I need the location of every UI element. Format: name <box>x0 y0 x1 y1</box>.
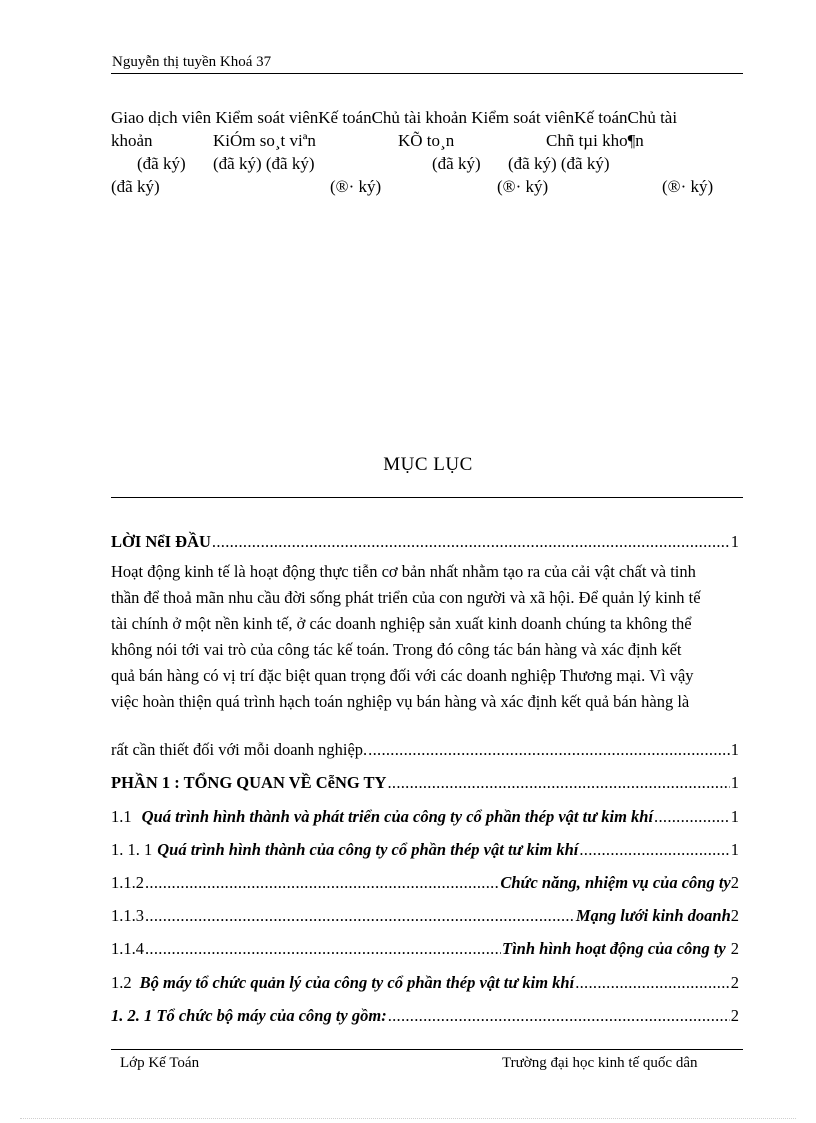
toc-page-number: 2 <box>730 939 739 958</box>
signature-row-2a: khoản <box>111 131 153 150</box>
toc-entry-1-1[interactable] <box>111 807 739 827</box>
signature-row-4a: (đã ký) <box>111 177 160 196</box>
toc-entry-number: 1.1.4 <box>111 939 144 958</box>
toc-leader-dots <box>145 906 575 926</box>
toc-page-number: 1 <box>730 740 739 759</box>
signature-row-4d: (®· ký) <box>662 177 714 196</box>
signature-row-3b: (đã ký) (đã ký) <box>213 154 315 173</box>
toc-page-number: 1 <box>730 532 739 551</box>
toc-entry-label: LỜI NểI ĐẦU <box>111 532 211 551</box>
toc-page-number: 1 <box>730 773 739 792</box>
toc-entry-number: 1.2 <box>111 973 132 992</box>
toc-entry-paragraph-end[interactable] <box>111 740 739 760</box>
signature-row-3d: (đã ký) (đã ký) <box>508 154 610 173</box>
toc-entry-label: PHẦN 1 : TỔNG QUAN VỀ CễNG TY <box>111 773 387 792</box>
paragraph-last-line: rất cần thiết đối với mỗi doanh nghiệp. <box>111 740 368 759</box>
toc-leader-dots <box>575 973 730 993</box>
toc-entry-label: Chức năng, nhiệm vụ của công ty <box>500 873 731 892</box>
toc-entry-label: Bộ máy tổ chức quản lý của công ty cổ phần thép vật tư kim khí <box>139 973 575 992</box>
toc-entry-1-1-3[interactable] <box>111 906 739 926</box>
signature-row-4c: (®· ký) <box>497 177 549 196</box>
paragraph-line: không nói tới vai trò của công tác kế toán. Trong đó công tác bán hàng và xác định kết <box>111 640 682 659</box>
toc-page-number: 1 <box>730 807 739 826</box>
toc-leader-dots <box>145 873 499 893</box>
toc-entry-1-1-4[interactable] <box>111 939 739 959</box>
intro-paragraph <box>111 559 743 715</box>
toc-leader-dots <box>212 532 730 552</box>
toc-leader-dots <box>368 740 730 760</box>
paragraph-line: thần để thoả mãn nhu cầu đời sống phát triển của con người và xã hội. Để quản lý kinh tế <box>111 588 701 607</box>
paragraph-line: quả bán hàng có vị trí đặc biệt quan trọng đối với các doanh nghiệp Thương mại. Vì vậy <box>111 666 694 685</box>
footer-right: Trường đại học kinh tế quốc dân <box>502 1055 698 1071</box>
toc-page-number: 2 <box>730 1006 739 1025</box>
toc-leader-dots <box>579 840 729 860</box>
toc-leader-dots <box>387 773 729 793</box>
signature-row-4b: (®· ký) <box>330 177 382 196</box>
toc-page-number: 2 <box>730 873 739 892</box>
toc-title-rule <box>111 497 743 498</box>
paragraph-line: tài chính ở một nền kinh tế, ở các doanh nghiệp sản xuất kinh doanh chúng ta không thể <box>111 614 692 633</box>
toc-entry-number: 1.1.2 <box>111 873 144 892</box>
toc-entry-number: 1. 1. 1 <box>111 840 153 859</box>
toc-entry-1-2-1[interactable] <box>111 1006 739 1026</box>
toc-entry-label: Mạng lưới kinh doanh <box>575 906 731 925</box>
page-header: Nguyễn thị tuyền Khoá 37 <box>112 54 272 70</box>
toc-page-number: 2 <box>730 973 739 992</box>
toc-entry-1-1-2[interactable] <box>111 873 739 893</box>
toc-leader-dots <box>388 1006 730 1026</box>
signature-row-2d: Chñ tµi kho¶n <box>546 131 644 150</box>
toc-entry-number: 1.1 <box>111 807 132 826</box>
toc-leader-dots <box>145 939 501 959</box>
toc-title: MỤC LỤC <box>383 454 473 475</box>
signature-row-2b: KiÓm so¸t viªn <box>213 131 316 150</box>
signature-row-2c: KÕ to¸n <box>398 131 455 150</box>
toc-entry-1-2[interactable] <box>111 973 739 993</box>
signature-row-1: Giao dịch viên Kiểm soát viênKế toánChủ tài khoản Kiểm soát viênKế toánChủ tài <box>111 108 678 127</box>
toc-entry-number: 1.1.3 <box>111 906 144 925</box>
paragraph-line: Hoạt động kinh tế là hoạt động thực tiễn cơ bản nhất nhằm tạo ra của cải vật chất và tinh <box>111 562 696 581</box>
toc-entry-label: Quá trình hình thành và phát triển của công ty cổ phần thép vật tư kim khí <box>141 807 654 826</box>
toc-entry-label: Tình hình hoạt động của công ty <box>502 939 726 958</box>
footer-left: Lớp Kế Toán <box>120 1055 200 1071</box>
toc-leader-dots <box>654 807 730 827</box>
toc-entry-1-1-1[interactable] <box>111 840 739 860</box>
paragraph-line: việc hoàn thiện quá trình hạch toán nghiệp vụ bán hàng và xác định kết quả bán hàng là <box>111 692 690 711</box>
toc-entry-part1[interactable] <box>111 773 739 793</box>
toc-entry-intro[interactable] <box>111 532 739 552</box>
toc-entry-label: 1. 2. 1 Tổ chức bộ máy của công ty gồm: <box>111 1006 387 1025</box>
page-bottom-border <box>20 1118 796 1119</box>
footer-rule <box>111 1049 743 1050</box>
toc-page-number: 1 <box>730 840 739 859</box>
signature-row-3a: (đã ký) <box>137 154 186 173</box>
toc-page-number: 2 <box>730 906 739 925</box>
signature-row-3c: (đã ký) <box>432 154 481 173</box>
toc-entry-label: Quá trình hình thành của công ty cổ phần thép vật tư kim khí <box>157 840 579 859</box>
header-rule <box>111 73 743 74</box>
